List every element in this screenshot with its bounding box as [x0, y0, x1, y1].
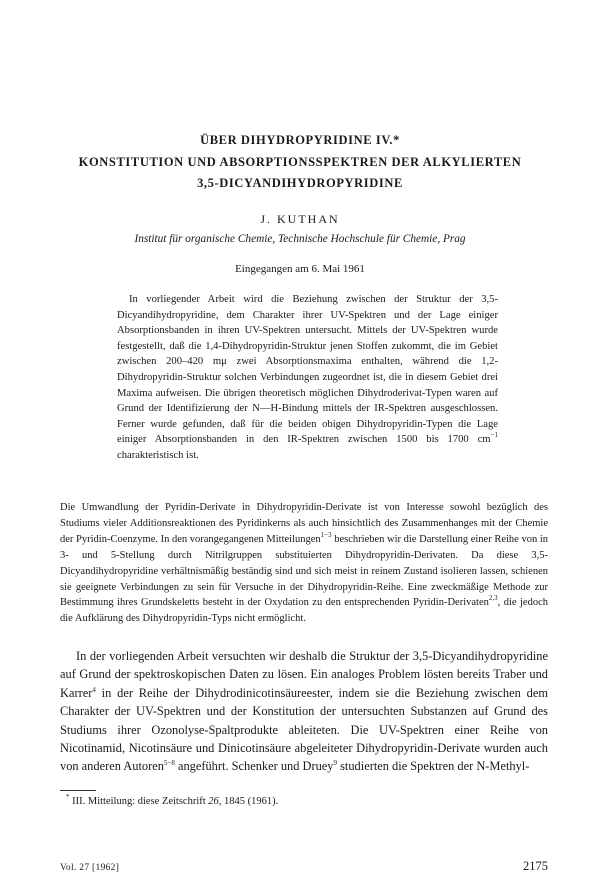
- main-text-2: in der Reihe der Dihydrodinicotinsäureester, indem sie die Beziehung zwischen dem Charakter der UV-Spektren und der Konstitution der untersuchten Substanzen auf Grund des Studiums ihrer Ozonolyse-Spaltprodukte ableiteten. Die UV-Spektren einer Reihe von Nicotinamid, Nicotinsäure und Dinicotinsäure abgeleiteter Dihydropyridin-Derivate wurden auch von anderen Autoren: [60, 685, 548, 774]
- page-number: 2175: [523, 859, 548, 873]
- title-line-2: KONSTITUTION UND ABSORPTIONSSPEKTREN DER ALKYLIERTEN: [78, 155, 522, 169]
- footnote: [66, 793, 279, 807]
- title-line-3: 3,5-DICYANDIHYDROPYRIDINE: [197, 176, 403, 190]
- footnote-divider: [60, 790, 96, 791]
- main-text-3: angeführt. Schenker und Druey: [174, 759, 334, 774]
- footnote-text-2: 1845 (1961).: [221, 796, 279, 807]
- abstract-text: In vorliegender Arbeit wird die Beziehung zwischen der Struktur der 3,5-Dicyandihydropyridine, dem Charakter ihrer UV-Spektren und der Lage einiger Absorptionsbanden in ihren UV-Spektren untersucht. Mittels der UV-Spektren wurde festgestellt, daß die 1,4-Dihydropyridin-Struktur jenen Stoffen zukommt, die im Gebiet zwischen 200–420 mμ zwei Absorptionsmaxima enthalten, während die 1,2-Dihydropyridin-Struktur solchen Verbindungen zugeordnet ist, die in diesem Gebiet drei Maxima aufweisen. Die übrigen theoretisch möglichen Dihydroderivat-Typen waren auf Grund der Identifizierung der N—H-Bindung mittels der IR-Spektren ausgeschlossen. Ferner wurde gefunden, daß für die beiden obigen Dihydropyridin-Typen die Lage einiger Absorptionsbanden in den IR-Spektren zwischen 1500 bis 1700 cm: [117, 294, 498, 446]
- title-line-1: ÜBER DIHYDROPYRIDINE IV.*: [200, 133, 400, 147]
- footnote-text-1: III. Mitteilung: diese Zeitschrift: [69, 796, 209, 807]
- footnote-volume: 26,: [208, 796, 222, 807]
- intro-text-3: , die jedoch die Aufklärung des Dihydropyridin-Typs nicht ermöglicht.: [60, 597, 548, 625]
- main-ref-1: 4: [92, 685, 96, 694]
- main-paragraph: [60, 647, 548, 776]
- abstract: [117, 292, 498, 464]
- abstract-paragraph: [117, 292, 498, 464]
- author-name: J. KUTHAN: [260, 212, 340, 226]
- received-date: Eingegangen am 6. Mai 1961: [235, 263, 365, 275]
- main-ref-3: 9: [333, 759, 337, 768]
- author-affiliation: Institut für organische Chemie, Technische Hochschule für Chemie, Prag: [134, 233, 466, 245]
- main-text-4: studierten die Spektren der N-Methyl-: [337, 759, 530, 774]
- intro-ref-2: 2,3: [488, 594, 498, 603]
- journal-volume: Vol. 27 [1962]: [60, 863, 120, 873]
- intro-text-1: Die Umwandlung der Pyridin-Derivate in Dihydropyridin-Derivate ist von Interesse sowohl bezüglich des Studiums vieler Additionsreaktionen des Pyridinkerns als auch hinsichtlich des Zusammenhanges mit der Chemie der Pyridin-Coenzyme. In den vorangegangenen Mitteilungen: [60, 502, 548, 545]
- intro-ref-1: 1−3: [320, 530, 332, 539]
- intro-paragraph: [60, 500, 548, 627]
- intro-text-block: [60, 500, 548, 627]
- main-text-1: In der vorliegenden Arbeit versuchten wir deshalb die Struktur der 3,5-Dicyandihydropyridine auf Grund der spektroskopischen Daten zu lösen. Ein analoges Problem lösten bereits Traber und Karrer: [60, 649, 548, 700]
- intro-text-2: beschrieben wir die Darstellung einer Reihe von in 3- und 5-Stellung durch Nitrilgruppen substituierten Dihydropyridin-Derivaten. Da diese 3,5-Dicyandihydropyridine verhältnismäßig beständig sind und sich meist in reinem Zustand isolieren lassen, schienen sie geeignete Verbindungen zu sein für Versuche in der Dihydropyridin-Reihe. Eine zweckmäßige Methode zur Bestimmung ihres Grundskeletts besteht in der Oxydation zu den entsprechenden Pyridin-Derivaten: [60, 533, 548, 609]
- main-ref-2: 5−8: [163, 759, 175, 768]
- abstract-text-end: charakteristisch ist.: [117, 449, 199, 461]
- abstract-superscript: −1: [490, 431, 498, 440]
- main-text-block: [60, 647, 548, 776]
- footnote-marker: *: [66, 793, 70, 801]
